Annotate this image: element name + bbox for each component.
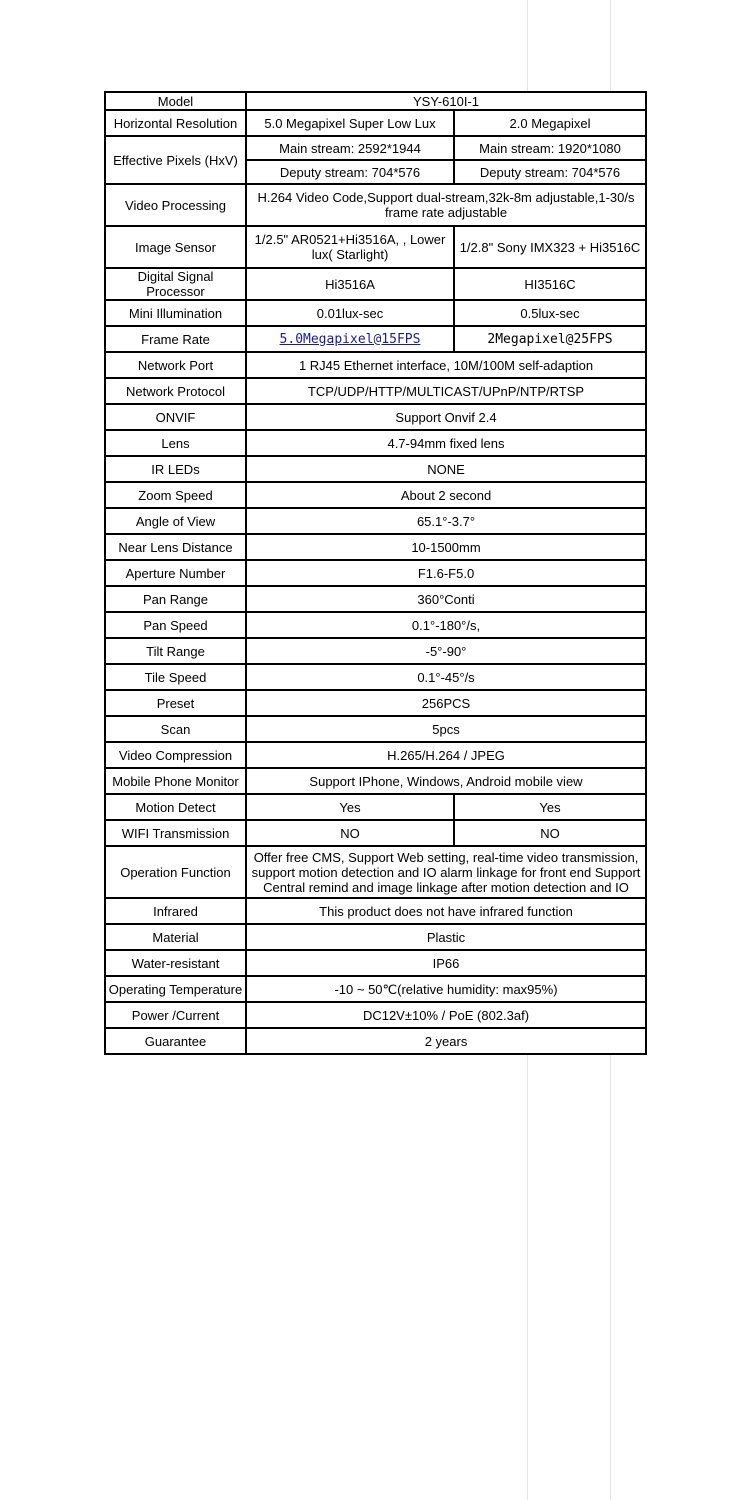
table-row xyxy=(105,768,646,794)
cell-value: HI3516C xyxy=(454,268,646,300)
cell-value: IP66 xyxy=(246,950,646,976)
cell-value: H.264 Video Code,Support dual-stream,32k-8m adjustable,1-30/s frame rate adjustable xyxy=(246,184,646,226)
table-row xyxy=(105,976,646,1002)
row-label: Image Sensor xyxy=(105,226,246,268)
cell-value: DC12V±10% / PoE (802.3af) xyxy=(246,1002,646,1028)
cell-value: NO xyxy=(246,820,454,846)
row-label: ONVIF xyxy=(105,404,246,430)
row-label: Tile Speed xyxy=(105,664,246,690)
cell-value: 4.7-94mm fixed lens xyxy=(246,430,646,456)
row-label: Angle of View xyxy=(105,508,246,534)
table-row xyxy=(105,352,646,378)
row-label: Operating Temperature xyxy=(105,976,246,1002)
row-label: Horizontal Resolution xyxy=(105,110,246,136)
row-label: IR LEDs xyxy=(105,456,246,482)
table-row xyxy=(105,508,646,534)
table-row xyxy=(105,716,646,742)
cell-value: Deputy stream: 704*576 xyxy=(246,160,454,184)
table-row xyxy=(105,326,646,352)
table-row xyxy=(105,690,646,716)
row-label: Material xyxy=(105,924,246,950)
cell-value: 0.5lux-sec xyxy=(454,300,646,326)
table-row xyxy=(105,1002,646,1028)
table-row xyxy=(105,794,646,820)
table-row xyxy=(105,482,646,508)
table-row xyxy=(105,534,646,560)
table-row xyxy=(105,456,646,482)
row-label: Zoom Speed xyxy=(105,482,246,508)
cell-value: F1.6-F5.0 xyxy=(246,560,646,586)
row-label: Infrared xyxy=(105,898,246,924)
cell-value: 0.1°-180°/s, xyxy=(246,612,646,638)
cell-value: Hi3516A xyxy=(246,268,454,300)
cell-value: Support IPhone, Windows, Android mobile view xyxy=(246,768,646,794)
row-label: Effective Pixels (HxV) xyxy=(105,136,246,184)
row-label: Lens xyxy=(105,430,246,456)
cell-value: Offer free CMS, Support Web setting, real-time video transmission, support motion detection and IO alarm linkage for front end Support Central remind and image linkage after motion detection and IO xyxy=(246,846,646,898)
row-label: Pan Range xyxy=(105,586,246,612)
cell-value: 5pcs xyxy=(246,716,646,742)
cell-value: 2Megapixel@25FPS xyxy=(454,326,646,352)
table-row xyxy=(105,92,646,110)
cell-value: -10 ~ 50℃(relative humidity: max95%) xyxy=(246,976,646,1002)
row-label: Frame Rate xyxy=(105,326,246,352)
row-label: Video Processing xyxy=(105,184,246,226)
row-label: Mini Illumination xyxy=(105,300,246,326)
spec-table xyxy=(104,91,647,1055)
table-row xyxy=(105,560,646,586)
table-row xyxy=(105,950,646,976)
row-label: Network Port xyxy=(105,352,246,378)
row-label: Motion Detect xyxy=(105,794,246,820)
cell-value: Main stream: 2592*1944 xyxy=(246,136,454,160)
cell-value: NO xyxy=(454,820,646,846)
table-row xyxy=(105,404,646,430)
row-label: Aperture Number xyxy=(105,560,246,586)
table-row xyxy=(105,430,646,456)
table-row xyxy=(105,586,646,612)
cell-value: 2.0 Megapixel xyxy=(454,110,646,136)
frame-rate-link[interactable]: 5.0Megapixel@15FPS xyxy=(279,331,421,347)
cell-value: 5.0 Megapixel Super Low Lux xyxy=(246,110,454,136)
table-row xyxy=(105,268,646,300)
table-row xyxy=(105,136,646,160)
cell-value: Yes xyxy=(246,794,454,820)
row-label: Pan Speed xyxy=(105,612,246,638)
row-label: Network Protocol xyxy=(105,378,246,404)
row-label: Scan xyxy=(105,716,246,742)
cell-value: H.265/H.264 / JPEG xyxy=(246,742,646,768)
table-row xyxy=(105,184,646,226)
cell-value: 0.01lux-sec xyxy=(246,300,454,326)
cell-value: Support Onvif 2.4 xyxy=(246,404,646,430)
cell-value: -5°-90° xyxy=(246,638,646,664)
cell-value: Main stream: 1920*1080 xyxy=(454,136,646,160)
row-label: Tilt Range xyxy=(105,638,246,664)
cell-value: 1/2.5" AR0521+Hi3516A, , Lower lux( Starlight) xyxy=(246,226,454,268)
table-row xyxy=(105,664,646,690)
cell-value: Plastic xyxy=(246,924,646,950)
table-row xyxy=(105,638,646,664)
cell-value: 0.1°-45°/s xyxy=(246,664,646,690)
row-label: Near Lens Distance xyxy=(105,534,246,560)
cell-value: 10-1500mm xyxy=(246,534,646,560)
table-row xyxy=(105,110,646,136)
cell-value: 1/2.8" Sony IMX323 + Hi3516C xyxy=(454,226,646,268)
row-label: Operation Function xyxy=(105,846,246,898)
table-row xyxy=(105,378,646,404)
cell-value: 2 years xyxy=(246,1028,646,1054)
cell-value: Yes xyxy=(454,794,646,820)
row-label: Power /Current xyxy=(105,1002,246,1028)
row-label: Mobile Phone Monitor xyxy=(105,768,246,794)
row-label: Video Compression xyxy=(105,742,246,768)
row-label: WIFI Transmission xyxy=(105,820,246,846)
cell-value: NONE xyxy=(246,456,646,482)
row-label: Guarantee xyxy=(105,1028,246,1054)
cell-value: 65.1°-3.7° xyxy=(246,508,646,534)
table-row xyxy=(105,924,646,950)
model-value: YSY-610I-1 xyxy=(246,92,646,110)
table-row xyxy=(105,300,646,326)
cell-value: TCP/UDP/HTTP/MULTICAST/UPnP/NTP/RTSP xyxy=(246,378,646,404)
row-label: Preset xyxy=(105,690,246,716)
table-row xyxy=(105,820,646,846)
cell-value: 360°Conti xyxy=(246,586,646,612)
cell-value: This product does not have infrared function xyxy=(246,898,646,924)
table-row xyxy=(105,898,646,924)
cell-value: About 2 second xyxy=(246,482,646,508)
row-label: Water-resistant xyxy=(105,950,246,976)
cell-value: 256PCS xyxy=(246,690,646,716)
row-label: Model xyxy=(105,92,246,110)
table-row xyxy=(105,846,646,898)
row-label: Digital Signal Processor xyxy=(105,268,246,300)
cell-value: 1 RJ45 Ethernet interface, 10M/100M self-adaption xyxy=(246,352,646,378)
table-row xyxy=(105,612,646,638)
cell-value: Deputy stream: 704*576 xyxy=(454,160,646,184)
table-row xyxy=(105,742,646,768)
cell-value xyxy=(246,326,454,352)
table-row xyxy=(105,226,646,268)
table-row xyxy=(105,1028,646,1054)
